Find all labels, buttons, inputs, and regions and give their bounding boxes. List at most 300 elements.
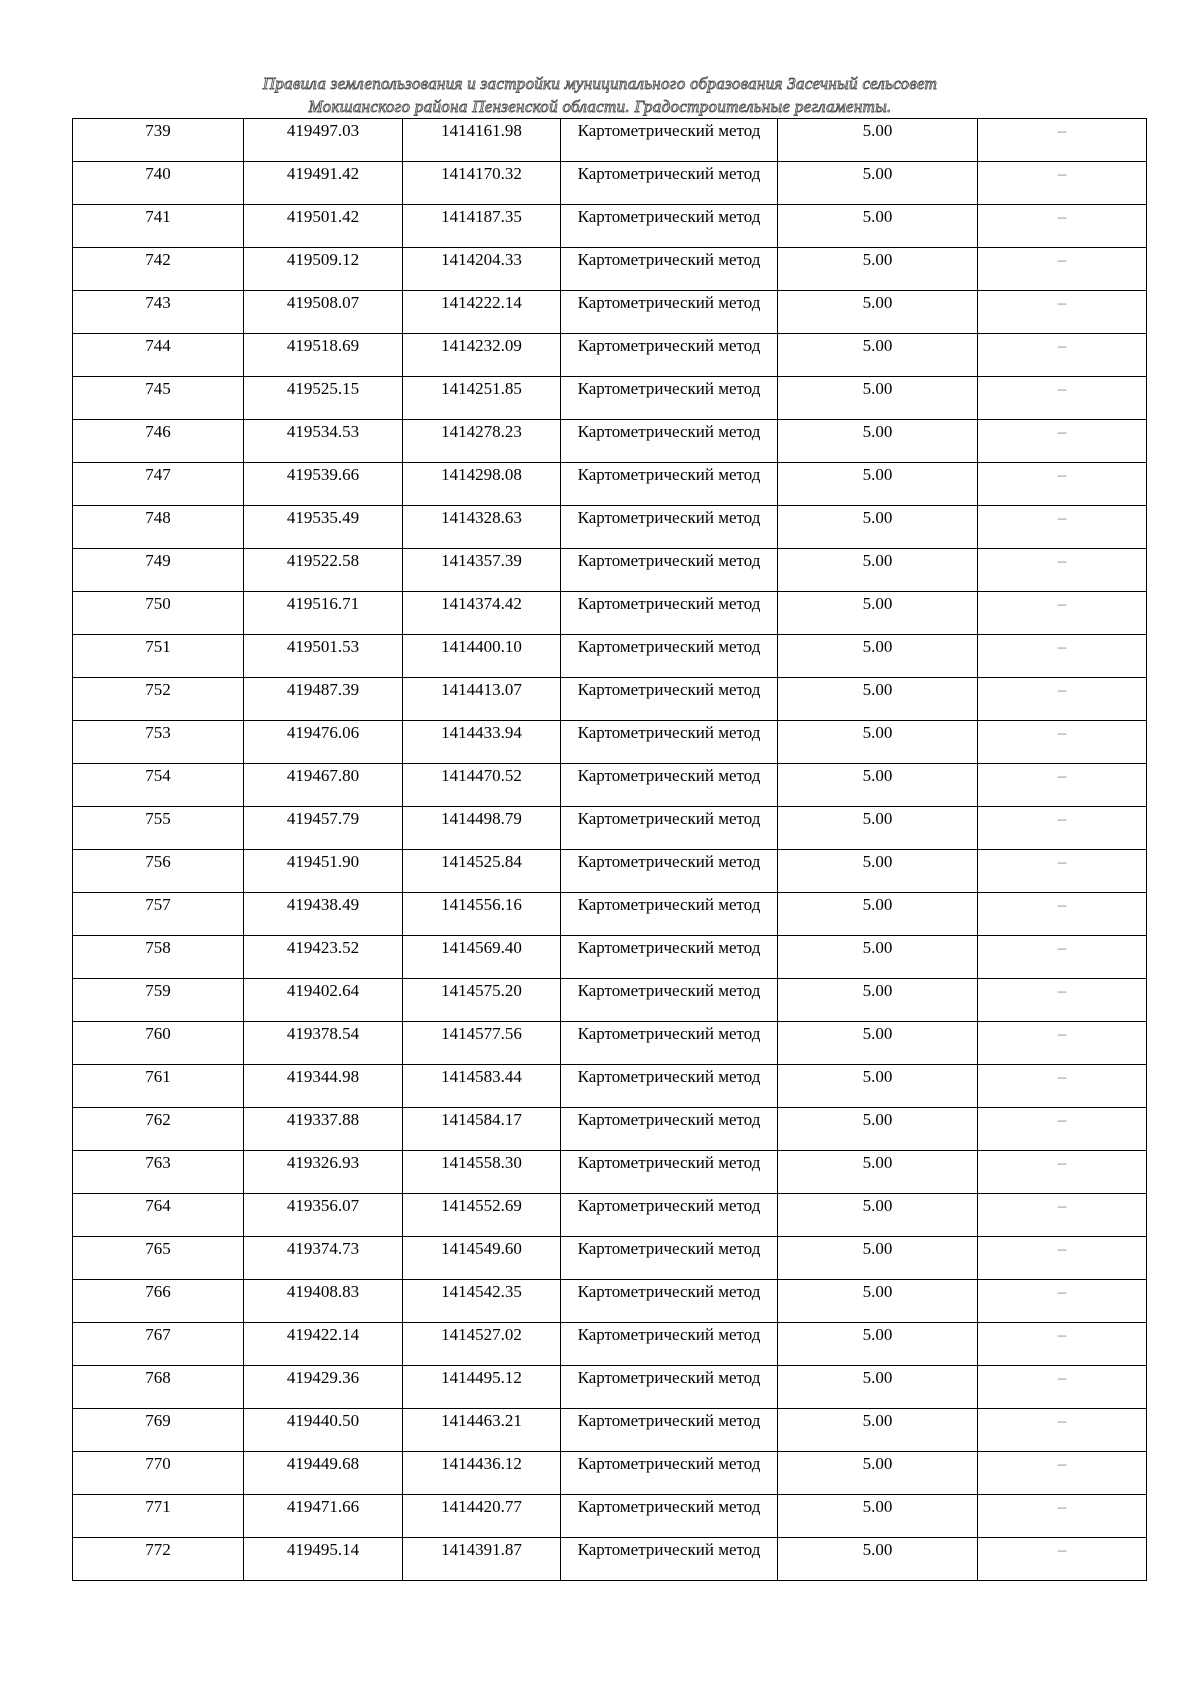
method-cell bbox=[561, 205, 778, 248]
note-cell-text: – bbox=[1057, 508, 1067, 527]
y-coordinate-cell-text: 1414436.12 bbox=[441, 1454, 522, 1473]
method-cell bbox=[561, 334, 778, 377]
note-cell bbox=[978, 1022, 1147, 1065]
method-cell bbox=[561, 1022, 778, 1065]
x-coordinate-cell bbox=[244, 1065, 403, 1108]
table-row bbox=[73, 678, 1147, 721]
note-cell-text: – bbox=[1057, 1067, 1067, 1086]
point-number-cell bbox=[73, 1495, 244, 1538]
method-cell bbox=[561, 721, 778, 764]
y-coordinate-cell-text: 1414161.98 bbox=[441, 121, 522, 140]
point-number-cell-text: 749 bbox=[145, 551, 171, 570]
table-row bbox=[73, 936, 1147, 979]
method-cell-text: Картометрический метод bbox=[577, 1239, 761, 1258]
method-cell bbox=[561, 1237, 778, 1280]
accuracy-cell-text: 5.00 bbox=[862, 766, 893, 785]
accuracy-cell bbox=[778, 119, 978, 162]
method-cell-text: Картометрический метод bbox=[577, 551, 761, 570]
accuracy-cell-text: 5.00 bbox=[862, 422, 893, 441]
point-number-cell bbox=[73, 1323, 244, 1366]
method-cell-text: Картометрический метод bbox=[577, 250, 761, 269]
accuracy-cell-text: 5.00 bbox=[862, 1282, 893, 1301]
x-coordinate-cell bbox=[244, 893, 403, 936]
method-cell-text: Картометрический метод bbox=[577, 1282, 761, 1301]
y-coordinate-cell-text: 1414583.44 bbox=[441, 1067, 522, 1086]
y-coordinate-cell-text: 1414420.77 bbox=[441, 1497, 522, 1516]
y-coordinate-cell bbox=[403, 1108, 561, 1151]
table-row bbox=[73, 1495, 1147, 1538]
note-cell bbox=[978, 1108, 1147, 1151]
note-cell-text: – bbox=[1057, 164, 1067, 183]
method-cell bbox=[561, 291, 778, 334]
accuracy-cell bbox=[778, 592, 978, 635]
y-coordinate-cell-text: 1414357.39 bbox=[441, 551, 522, 570]
point-number-cell bbox=[73, 764, 244, 807]
x-coordinate-cell-text: 419402.64 bbox=[286, 981, 360, 1000]
x-coordinate-cell-text: 419378.54 bbox=[286, 1024, 360, 1043]
point-number-cell bbox=[73, 721, 244, 764]
x-coordinate-cell bbox=[244, 291, 403, 334]
method-cell bbox=[561, 893, 778, 936]
y-coordinate-cell bbox=[403, 893, 561, 936]
x-coordinate-cell-text: 419449.68 bbox=[286, 1454, 360, 1473]
table-row bbox=[73, 506, 1147, 549]
x-coordinate-cell-text: 419491.42 bbox=[286, 164, 360, 183]
table-row bbox=[73, 377, 1147, 420]
y-coordinate-cell-text: 1414278.23 bbox=[441, 422, 522, 441]
y-coordinate-cell-text: 1414400.10 bbox=[441, 637, 522, 656]
note-cell-text: – bbox=[1057, 1325, 1067, 1344]
x-coordinate-cell-text: 419508.07 bbox=[286, 293, 360, 312]
x-coordinate-cell-text: 419422.14 bbox=[286, 1325, 360, 1344]
y-coordinate-cell bbox=[403, 291, 561, 334]
y-coordinate-cell bbox=[403, 506, 561, 549]
x-coordinate-cell bbox=[244, 1237, 403, 1280]
y-coordinate-cell bbox=[403, 1452, 561, 1495]
point-number-cell bbox=[73, 1366, 244, 1409]
accuracy-cell-text: 5.00 bbox=[862, 508, 893, 527]
method-cell-text: Картометрический метод bbox=[577, 1024, 761, 1043]
table-row bbox=[73, 1409, 1147, 1452]
point-number-cell bbox=[73, 1409, 244, 1452]
table-row bbox=[73, 635, 1147, 678]
method-cell bbox=[561, 119, 778, 162]
point-number-cell bbox=[73, 936, 244, 979]
accuracy-cell-text: 5.00 bbox=[862, 1239, 893, 1258]
table-row bbox=[73, 463, 1147, 506]
method-cell-text: Картометрический метод bbox=[577, 508, 761, 527]
note-cell bbox=[978, 506, 1147, 549]
x-coordinate-cell-text: 419495.14 bbox=[286, 1540, 360, 1559]
accuracy-cell bbox=[778, 1108, 978, 1151]
accuracy-cell bbox=[778, 1151, 978, 1194]
accuracy-cell bbox=[778, 1409, 978, 1452]
note-cell-text: – bbox=[1057, 551, 1067, 570]
y-coordinate-cell bbox=[403, 592, 561, 635]
accuracy-cell-text: 5.00 bbox=[862, 1325, 893, 1344]
x-coordinate-cell bbox=[244, 1538, 403, 1581]
table-row bbox=[73, 1366, 1147, 1409]
point-number-cell bbox=[73, 635, 244, 678]
accuracy-cell bbox=[778, 1366, 978, 1409]
note-cell-text: – bbox=[1057, 852, 1067, 871]
method-cell-text: Картометрический метод bbox=[577, 1153, 761, 1172]
y-coordinate-cell bbox=[403, 936, 561, 979]
y-coordinate-cell bbox=[403, 1409, 561, 1452]
x-coordinate-cell-text: 419476.06 bbox=[286, 723, 360, 742]
y-coordinate-cell bbox=[403, 1538, 561, 1581]
x-coordinate-cell bbox=[244, 807, 403, 850]
point-number-cell bbox=[73, 1194, 244, 1237]
x-coordinate-cell-text: 419501.53 bbox=[286, 637, 360, 656]
x-coordinate-cell-text: 419451.90 bbox=[286, 852, 360, 871]
y-coordinate-cell-text: 1414584.17 bbox=[441, 1110, 522, 1129]
accuracy-cell-text: 5.00 bbox=[862, 723, 893, 742]
method-cell-text: Картометрический метод bbox=[577, 723, 761, 742]
x-coordinate-cell-text: 419438.49 bbox=[286, 895, 360, 914]
x-coordinate-cell bbox=[244, 850, 403, 893]
table-row bbox=[73, 291, 1147, 334]
accuracy-cell bbox=[778, 721, 978, 764]
method-cell-text: Картометрический метод bbox=[577, 336, 761, 355]
accuracy-cell bbox=[778, 1022, 978, 1065]
note-cell-text: – bbox=[1057, 293, 1067, 312]
note-cell bbox=[978, 850, 1147, 893]
method-cell bbox=[561, 936, 778, 979]
table-row bbox=[73, 1538, 1147, 1581]
note-cell-text: – bbox=[1057, 250, 1067, 269]
x-coordinate-cell bbox=[244, 1194, 403, 1237]
x-coordinate-cell bbox=[244, 119, 403, 162]
y-coordinate-cell-text: 1414569.40 bbox=[441, 938, 522, 957]
method-cell bbox=[561, 1366, 778, 1409]
table-row bbox=[73, 549, 1147, 592]
point-number-cell-text: 753 bbox=[145, 723, 171, 742]
x-coordinate-cell-text: 419522.58 bbox=[286, 551, 360, 570]
y-coordinate-cell-text: 1414552.69 bbox=[441, 1196, 522, 1215]
accuracy-cell-text: 5.00 bbox=[862, 1454, 893, 1473]
accuracy-cell bbox=[778, 1538, 978, 1581]
method-cell-text: Картометрический метод bbox=[577, 1497, 761, 1516]
point-number-cell bbox=[73, 807, 244, 850]
table-row bbox=[73, 893, 1147, 936]
accuracy-cell-text: 5.00 bbox=[862, 680, 893, 699]
method-cell bbox=[561, 1108, 778, 1151]
x-coordinate-cell bbox=[244, 764, 403, 807]
accuracy-cell-text: 5.00 bbox=[862, 1368, 893, 1387]
x-coordinate-cell-text: 419525.15 bbox=[286, 379, 360, 398]
page-header bbox=[0, 72, 1200, 118]
table-row bbox=[73, 119, 1147, 162]
point-number-cell-text: 742 bbox=[145, 250, 171, 269]
table-row bbox=[73, 1237, 1147, 1280]
point-number-cell-text: 750 bbox=[145, 594, 171, 613]
y-coordinate-cell-text: 1414232.09 bbox=[441, 336, 522, 355]
x-coordinate-cell bbox=[244, 592, 403, 635]
method-cell-text: Картометрический метод bbox=[577, 852, 761, 871]
point-number-cell-text: 770 bbox=[145, 1454, 171, 1473]
note-cell-text: – bbox=[1057, 1540, 1067, 1559]
point-number-cell-text: 767 bbox=[145, 1325, 171, 1344]
y-coordinate-cell bbox=[403, 807, 561, 850]
point-number-cell bbox=[73, 893, 244, 936]
y-coordinate-cell-text: 1414170.32 bbox=[441, 164, 522, 183]
x-coordinate-cell-text: 419534.53 bbox=[286, 422, 360, 441]
table-row bbox=[73, 1065, 1147, 1108]
note-cell-text: – bbox=[1057, 594, 1067, 613]
note-cell-text: – bbox=[1057, 1196, 1067, 1215]
y-coordinate-cell-text: 1414433.94 bbox=[441, 723, 522, 742]
note-cell bbox=[978, 205, 1147, 248]
x-coordinate-cell-text: 419501.42 bbox=[286, 207, 360, 226]
x-coordinate-cell bbox=[244, 1151, 403, 1194]
x-coordinate-cell bbox=[244, 1495, 403, 1538]
note-cell-text: – bbox=[1057, 422, 1067, 441]
table-row bbox=[73, 1108, 1147, 1151]
accuracy-cell-text: 5.00 bbox=[862, 637, 893, 656]
x-coordinate-cell bbox=[244, 721, 403, 764]
method-cell-text: Картометрический метод bbox=[577, 1454, 761, 1473]
accuracy-cell bbox=[778, 635, 978, 678]
point-number-cell-text: 745 bbox=[145, 379, 171, 398]
x-coordinate-cell-text: 419408.83 bbox=[286, 1282, 360, 1301]
y-coordinate-cell bbox=[403, 334, 561, 377]
accuracy-cell-text: 5.00 bbox=[862, 379, 893, 398]
note-cell bbox=[978, 764, 1147, 807]
method-cell bbox=[561, 1409, 778, 1452]
method-cell bbox=[561, 377, 778, 420]
point-number-cell-text: 771 bbox=[145, 1497, 171, 1516]
y-coordinate-cell-text: 1414187.35 bbox=[441, 207, 522, 226]
x-coordinate-cell bbox=[244, 979, 403, 1022]
table-row bbox=[73, 334, 1147, 377]
y-coordinate-cell bbox=[403, 205, 561, 248]
accuracy-cell-text: 5.00 bbox=[862, 981, 893, 1000]
y-coordinate-cell-text: 1414298.08 bbox=[441, 465, 522, 484]
note-cell bbox=[978, 549, 1147, 592]
table-row bbox=[73, 1194, 1147, 1237]
y-coordinate-cell-text: 1414575.20 bbox=[441, 981, 522, 1000]
accuracy-cell bbox=[778, 334, 978, 377]
method-cell-text: Картометрический метод bbox=[577, 1325, 761, 1344]
note-cell-text: – bbox=[1057, 766, 1067, 785]
method-cell-text: Картометрический метод bbox=[577, 766, 761, 785]
x-coordinate-cell bbox=[244, 635, 403, 678]
accuracy-cell-text: 5.00 bbox=[862, 164, 893, 183]
point-number-cell bbox=[73, 119, 244, 162]
y-coordinate-cell bbox=[403, 162, 561, 205]
method-cell bbox=[561, 678, 778, 721]
accuracy-cell-text: 5.00 bbox=[862, 1153, 893, 1172]
y-coordinate-cell bbox=[403, 463, 561, 506]
accuracy-cell-text: 5.00 bbox=[862, 293, 893, 312]
note-cell bbox=[978, 248, 1147, 291]
accuracy-cell bbox=[778, 162, 978, 205]
point-number-cell-text: 761 bbox=[145, 1067, 171, 1086]
point-number-cell-text: 762 bbox=[145, 1110, 171, 1129]
note-cell bbox=[978, 463, 1147, 506]
note-cell-text: – bbox=[1057, 938, 1067, 957]
table-row bbox=[73, 721, 1147, 764]
method-cell-text: Картометрический метод bbox=[577, 465, 761, 484]
note-cell-text: – bbox=[1057, 121, 1067, 140]
point-number-cell bbox=[73, 1022, 244, 1065]
x-coordinate-cell bbox=[244, 1280, 403, 1323]
accuracy-cell-text: 5.00 bbox=[862, 895, 893, 914]
note-cell-text: – bbox=[1057, 1454, 1067, 1473]
accuracy-cell-text: 5.00 bbox=[862, 465, 893, 484]
y-coordinate-cell bbox=[403, 678, 561, 721]
method-cell-text: Картометрический метод bbox=[577, 938, 761, 957]
y-coordinate-cell-text: 1414498.79 bbox=[441, 809, 522, 828]
x-coordinate-cell bbox=[244, 1323, 403, 1366]
point-number-cell bbox=[73, 162, 244, 205]
note-cell bbox=[978, 936, 1147, 979]
method-cell-text: Картометрический метод bbox=[577, 422, 761, 441]
method-cell bbox=[561, 248, 778, 291]
method-cell bbox=[561, 635, 778, 678]
accuracy-cell bbox=[778, 420, 978, 463]
table-row bbox=[73, 979, 1147, 1022]
note-cell bbox=[978, 1452, 1147, 1495]
method-cell-text: Картометрический метод bbox=[577, 809, 761, 828]
point-number-cell-text: 746 bbox=[145, 422, 171, 441]
y-coordinate-cell-text: 1414558.30 bbox=[441, 1153, 522, 1172]
y-coordinate-cell-text: 1414328.63 bbox=[441, 508, 522, 527]
note-cell-text: – bbox=[1057, 465, 1067, 484]
note-cell bbox=[978, 721, 1147, 764]
accuracy-cell bbox=[778, 463, 978, 506]
table-row bbox=[73, 1022, 1147, 1065]
point-number-cell bbox=[73, 1108, 244, 1151]
point-number-cell-text: 743 bbox=[145, 293, 171, 312]
table-row bbox=[73, 807, 1147, 850]
note-cell-text: – bbox=[1057, 1110, 1067, 1129]
point-number-cell bbox=[73, 1237, 244, 1280]
header-line-1: Правила землепользования и застройки муниципального образования Засечный сельсовет bbox=[262, 74, 938, 93]
point-number-cell bbox=[73, 1280, 244, 1323]
point-number-cell bbox=[73, 1065, 244, 1108]
method-cell bbox=[561, 463, 778, 506]
y-coordinate-cell bbox=[403, 1495, 561, 1538]
note-cell bbox=[978, 1366, 1147, 1409]
method-cell-text: Картометрический метод bbox=[577, 680, 761, 699]
point-number-cell-text: 768 bbox=[145, 1368, 171, 1387]
accuracy-cell bbox=[778, 936, 978, 979]
method-cell-text: Картометрический метод bbox=[577, 1110, 761, 1129]
table-row bbox=[73, 1452, 1147, 1495]
y-coordinate-cell-text: 1414542.35 bbox=[441, 1282, 522, 1301]
y-coordinate-cell-text: 1414391.87 bbox=[441, 1540, 522, 1559]
method-cell bbox=[561, 807, 778, 850]
y-coordinate-cell bbox=[403, 549, 561, 592]
x-coordinate-cell bbox=[244, 1108, 403, 1151]
note-cell bbox=[978, 807, 1147, 850]
accuracy-cell-text: 5.00 bbox=[862, 207, 893, 226]
point-number-cell bbox=[73, 979, 244, 1022]
accuracy-cell-text: 5.00 bbox=[862, 594, 893, 613]
accuracy-cell bbox=[778, 291, 978, 334]
note-cell-text: – bbox=[1057, 1239, 1067, 1258]
point-number-cell-text: 757 bbox=[145, 895, 171, 914]
x-coordinate-cell bbox=[244, 1366, 403, 1409]
y-coordinate-cell bbox=[403, 1237, 561, 1280]
y-coordinate-cell bbox=[403, 1366, 561, 1409]
accuracy-cell bbox=[778, 248, 978, 291]
y-coordinate-cell bbox=[403, 721, 561, 764]
point-number-cell-text: 739 bbox=[145, 121, 171, 140]
x-coordinate-cell bbox=[244, 506, 403, 549]
note-cell-text: – bbox=[1057, 1153, 1067, 1172]
y-coordinate-cell bbox=[403, 1151, 561, 1194]
y-coordinate-cell-text: 1414413.07 bbox=[441, 680, 522, 699]
table-row bbox=[73, 420, 1147, 463]
accuracy-cell-text: 5.00 bbox=[862, 1411, 893, 1430]
point-number-cell bbox=[73, 1452, 244, 1495]
x-coordinate-cell-text: 419487.39 bbox=[286, 680, 360, 699]
point-number-cell bbox=[73, 1538, 244, 1581]
accuracy-cell-text: 5.00 bbox=[862, 1110, 893, 1129]
point-number-cell bbox=[73, 506, 244, 549]
x-coordinate-cell-text: 419423.52 bbox=[286, 938, 360, 957]
method-cell-text: Картометрический метод bbox=[577, 164, 761, 183]
x-coordinate-cell bbox=[244, 936, 403, 979]
point-number-cell-text: 760 bbox=[145, 1024, 171, 1043]
accuracy-cell bbox=[778, 1495, 978, 1538]
accuracy-cell-text: 5.00 bbox=[862, 852, 893, 871]
y-coordinate-cell-text: 1414527.02 bbox=[441, 1325, 522, 1344]
y-coordinate-cell-text: 1414374.42 bbox=[441, 594, 522, 613]
note-cell-text: – bbox=[1057, 1282, 1067, 1301]
x-coordinate-cell-text: 419535.49 bbox=[286, 508, 360, 527]
x-coordinate-cell-text: 419467.80 bbox=[286, 766, 360, 785]
point-number-cell bbox=[73, 334, 244, 377]
accuracy-cell bbox=[778, 850, 978, 893]
note-cell bbox=[978, 1323, 1147, 1366]
x-coordinate-cell-text: 419440.50 bbox=[286, 1411, 360, 1430]
accuracy-cell-text: 5.00 bbox=[862, 938, 893, 957]
point-number-cell-text: 759 bbox=[145, 981, 171, 1000]
y-coordinate-cell-text: 1414495.12 bbox=[441, 1368, 522, 1387]
y-coordinate-cell-text: 1414577.56 bbox=[441, 1024, 522, 1043]
method-cell bbox=[561, 420, 778, 463]
point-number-cell-text: 766 bbox=[145, 1282, 171, 1301]
y-coordinate-cell bbox=[403, 1194, 561, 1237]
x-coordinate-cell-text: 419509.12 bbox=[286, 250, 360, 269]
note-cell bbox=[978, 162, 1147, 205]
note-cell bbox=[978, 377, 1147, 420]
method-cell-text: Картометрический метод bbox=[577, 1368, 761, 1387]
x-coordinate-cell bbox=[244, 1452, 403, 1495]
point-number-cell-text: 752 bbox=[145, 680, 171, 699]
accuracy-cell-text: 5.00 bbox=[862, 1024, 893, 1043]
accuracy-cell bbox=[778, 1237, 978, 1280]
accuracy-cell bbox=[778, 549, 978, 592]
note-cell-text: – bbox=[1057, 379, 1067, 398]
accuracy-cell bbox=[778, 678, 978, 721]
method-cell-text: Картометрический метод bbox=[577, 895, 761, 914]
y-coordinate-cell bbox=[403, 635, 561, 678]
method-cell-text: Картометрический метод bbox=[577, 637, 761, 656]
note-cell bbox=[978, 1151, 1147, 1194]
note-cell bbox=[978, 1538, 1147, 1581]
method-cell-text: Картометрический метод bbox=[577, 293, 761, 312]
y-coordinate-cell bbox=[403, 1280, 561, 1323]
accuracy-cell-text: 5.00 bbox=[862, 1497, 893, 1516]
accuracy-cell bbox=[778, 1065, 978, 1108]
method-cell bbox=[561, 592, 778, 635]
accuracy-cell-text: 5.00 bbox=[862, 1540, 893, 1559]
